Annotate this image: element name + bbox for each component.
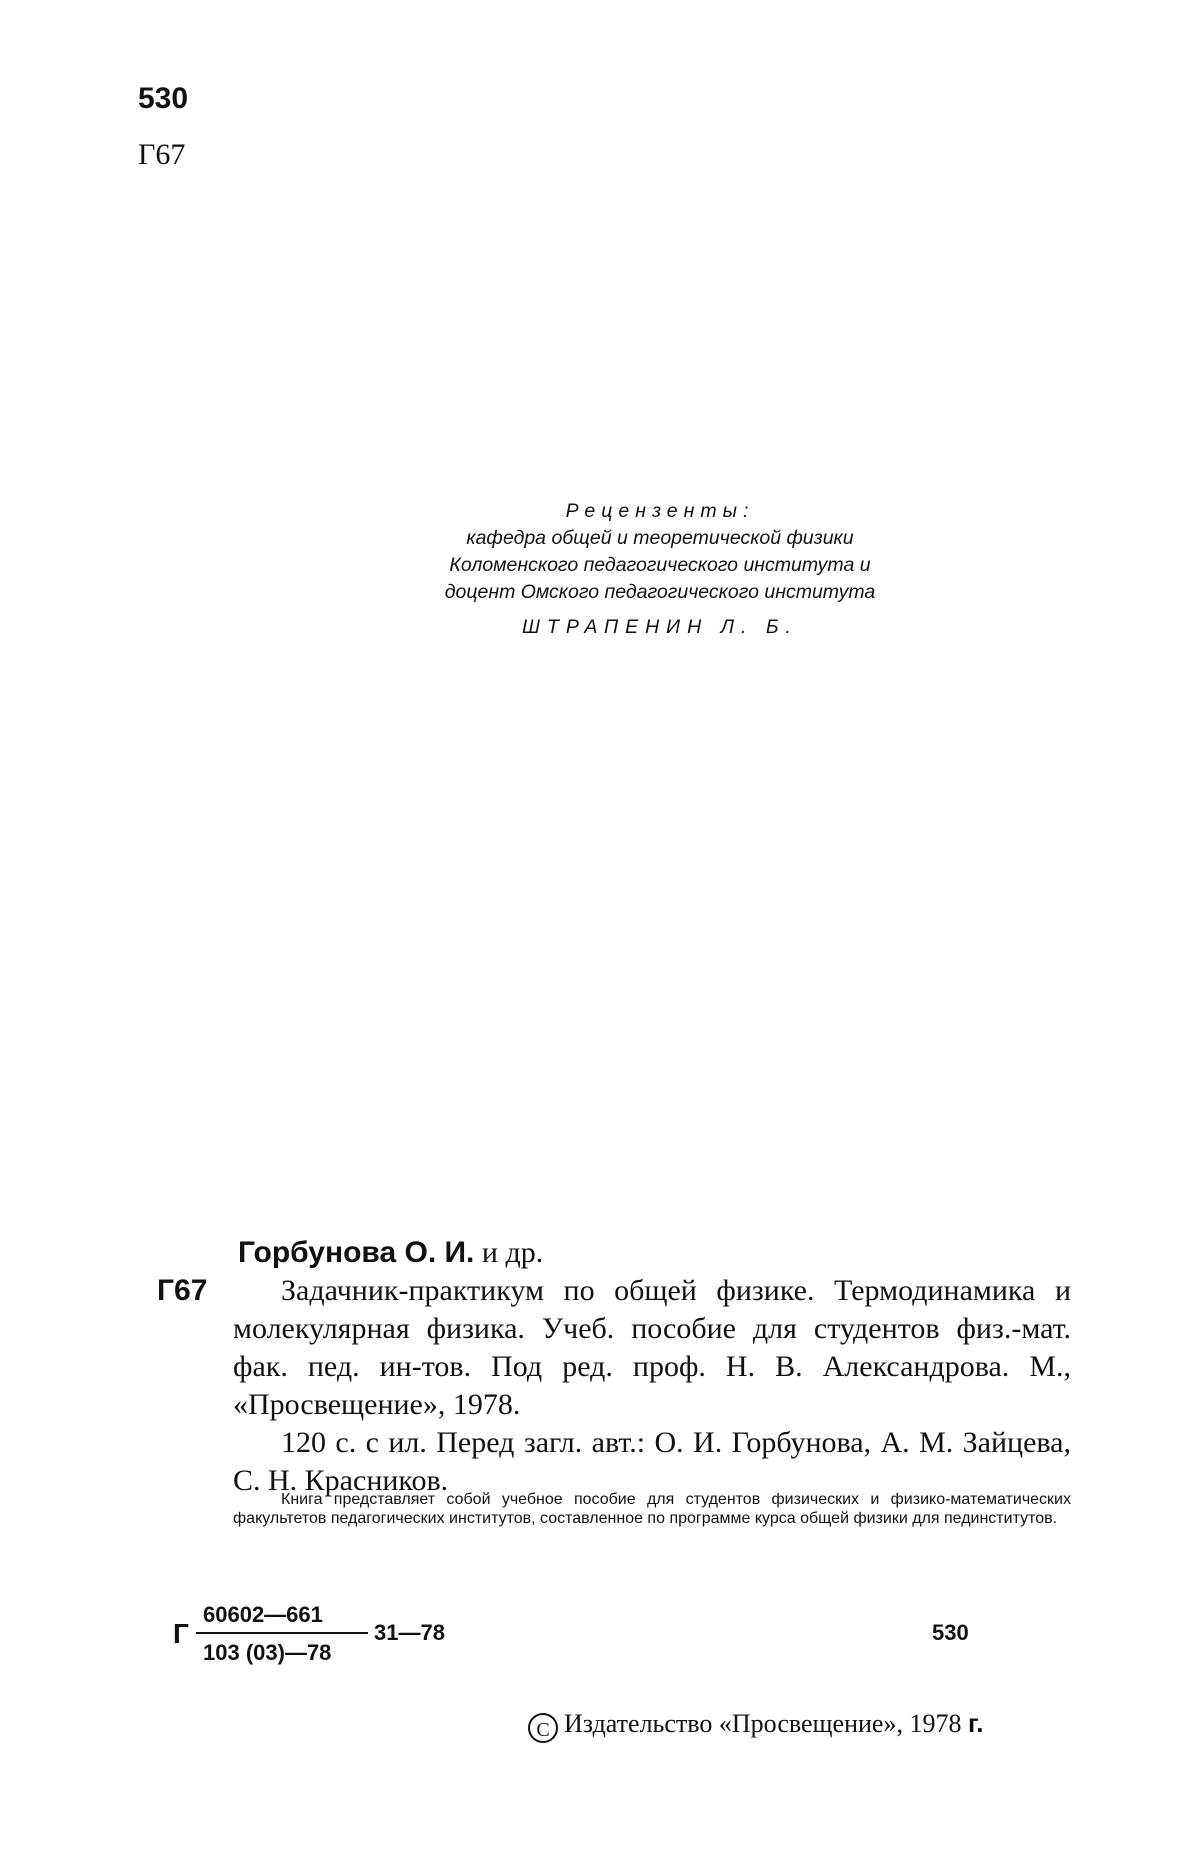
- index-denominator: 103 (03)—78: [203, 1640, 332, 1665]
- card-author-mark: Г67: [157, 1274, 208, 1307]
- copyright-line: [528, 1708, 983, 1743]
- copyright-text: Издательство «Просвещение», 1978: [564, 1709, 968, 1738]
- reviewers-block: [340, 498, 980, 641]
- reviewers-heading: Рецензенты:: [565, 500, 755, 522]
- card-description: Задачник-практикум по общей физике. Термодинамика и молекулярная физика. Учеб. пособие для студентов физ.-мат. фак. пед. ин-тов. Под ред. проф. Н. В. Александрова. М., «Просвещение», 1978.: [233, 1274, 1071, 1421]
- author-mark: Г67: [138, 138, 186, 171]
- card-annotation: Книга представляет собой учебное пособие для студентов физических и физико-математических факультетов педагогических институтов, составленное по программе курса общей физики для пединститутов.: [233, 1491, 1071, 1527]
- index-udc: 530: [932, 1620, 969, 1645]
- index-order: 31—78: [374, 1620, 445, 1645]
- index-numerator: 60602—661: [203, 1602, 323, 1627]
- card-body: [233, 1272, 1071, 1500]
- card-author-rest: и др.: [474, 1236, 544, 1269]
- copyright-year-suffix: г.: [967, 1708, 984, 1738]
- udc-code: 530: [138, 82, 189, 115]
- card-imprint: 120 с. с ил. Перед загл. авт.: О. И. Горбунова, А. М. Зайцева, С. Н. Красников.: [233, 1426, 1071, 1497]
- index-fraction-line: [196, 1632, 368, 1634]
- reviewer-line-1: кафедра общей и теоретической физики: [466, 527, 854, 549]
- reviewer-line-2: Коломенского педагогического института и: [449, 554, 871, 576]
- reviewer-line-3: доцент Омского педагогического института: [444, 581, 876, 603]
- card-author-name: Горбунова О. И.: [238, 1236, 475, 1269]
- copyright-icon: С: [528, 1713, 558, 1743]
- index-letter: Г: [173, 1618, 189, 1649]
- reviewer-name: ШТРАПЕНИН Л. Б.: [522, 616, 798, 638]
- card-author: [238, 1236, 543, 1270]
